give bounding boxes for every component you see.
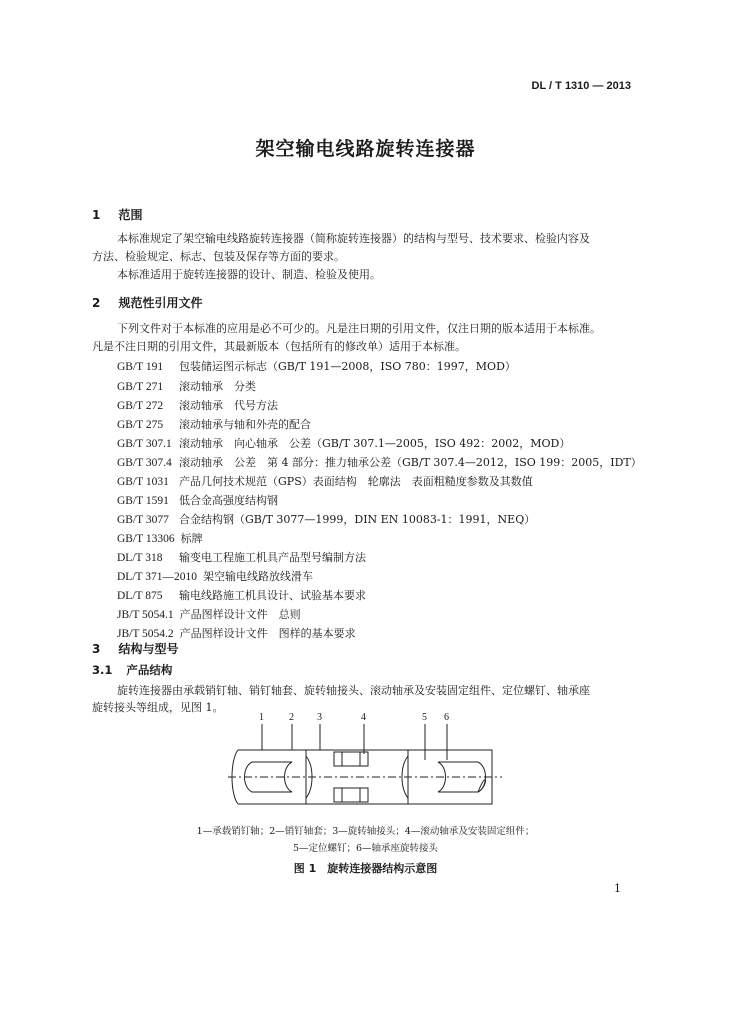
reference-title: 滚动轴承 向心轴承 公差（GB/T 307.1—2005，ISO 492：2002，MOD）	[179, 437, 571, 450]
section-3-para-line1: 旋转连接器由承载销钉轴、销钉轴套、旋转轴接头、滚动轴承及安装固定组件、定位螺钉、轴承座	[117, 684, 590, 697]
reference-item	[117, 473, 533, 489]
callout-4: 4	[361, 712, 366, 723]
reference-title: 低合金高强度结构钢	[179, 494, 278, 507]
reference-item	[117, 568, 313, 584]
reference-code: GB/T 275	[117, 419, 164, 431]
reference-item	[117, 587, 366, 603]
section-2-number: 2	[92, 296, 101, 310]
section-1-para1-line2: 方法、检验规定、标志、包装及保存等方面的要求。	[92, 250, 345, 263]
reference-title: 滚动轴承 代号方法	[179, 399, 278, 412]
reference-title: 产品几何技术规范（GPS）表面结构 轮廓法 表面粗糙度参数及其数值	[179, 475, 533, 488]
callout-6: 6	[444, 712, 449, 723]
section-1-para1-line1: 本标准规定了架空输电线路旋转连接器（简称旋转连接器）的结构与型号、技术要求、检验内容及	[117, 232, 590, 245]
reference-code: GB/T 1591	[117, 495, 169, 507]
reference-title: 输变电工程施工机具产品型号编制方法	[179, 551, 366, 564]
reference-item	[117, 606, 301, 622]
section-3-number: 3	[92, 642, 101, 656]
section-2-intro-line1: 下列文件对于本标准的应用是必不可少的。凡是注日期的引用文件，仅注日期的版本适用于本标准。	[117, 322, 601, 335]
section-1-heading	[92, 206, 143, 223]
section-2-title: 规范性引用文件	[118, 296, 203, 310]
reference-item	[117, 492, 278, 508]
figure-caption-line1: 1—承载销钉轴；2—销钉轴套；3—旋转轴接头；4—滚动轴承及安装固定组件；	[196, 826, 535, 837]
standard-code: DL / T 1310 — 2013	[531, 80, 631, 92]
document-title: 架空输电线路旋转连接器	[255, 138, 476, 160]
rotary-connector-drawing	[222, 712, 512, 820]
reference-title: 合金结构钢（GB/T 3077—1999，DIN EN 10083-1：1991，NEQ）	[179, 513, 536, 526]
reference-item	[117, 549, 366, 565]
reference-title: 标牌	[180, 532, 203, 545]
reference-code: JB/T 5054.1	[117, 609, 174, 621]
reference-code: DL/T 875	[117, 590, 163, 602]
reference-title: 产品图样设计文件 图样的基本要求	[179, 627, 356, 640]
reference-title: 输电线路施工机具设计、试验基本要求	[179, 589, 366, 602]
reference-title: 架空输电线路放线滑车	[202, 570, 313, 583]
callout-3: 3	[317, 712, 322, 723]
section-2-heading	[92, 294, 203, 311]
reference-item	[117, 435, 570, 451]
reference-item	[117, 511, 535, 527]
section-1-para2: 本标准适用于旋转连接器的设计、制造、检验及使用。	[117, 268, 381, 281]
reference-item	[117, 416, 311, 432]
section-2-intro-line2: 凡是不注日期的引用文件，其最新版本（包括所有的修改单）适用于本标准。	[92, 340, 466, 353]
reference-title: 产品图样设计文件 总则	[179, 608, 301, 621]
reference-item	[117, 454, 642, 470]
figure-1-diagram	[222, 712, 512, 824]
reference-code: GB/T 272	[117, 400, 164, 412]
reference-code: GB/T 1031	[117, 476, 169, 488]
section-3-para-line2: 旋转接头等组成，见图 1。	[92, 701, 224, 714]
reference-title: 滚动轴承 分类	[179, 380, 256, 393]
reference-code: GB/T 307.1	[117, 438, 172, 450]
reference-title: 包装储运图示标志（GB/T 191—2008，ISO 780：1997，MOD）	[179, 360, 516, 373]
section-1-title: 范围	[118, 208, 143, 222]
reference-code: GB/T 307.4	[117, 457, 172, 469]
reference-item	[117, 378, 256, 394]
reference-code: GB/T 191	[117, 361, 164, 373]
reference-item	[117, 530, 203, 546]
section-3-1-title: 产品结构	[126, 663, 173, 677]
section-1-number: 1	[92, 208, 101, 222]
reference-title: 滚动轴承与轴和外壳的配合	[179, 418, 311, 431]
section-3-1-number: 3.1	[92, 663, 113, 677]
reference-item	[117, 358, 516, 374]
reference-code: JB/T 5054.2	[117, 628, 174, 640]
figure-title: 图 1 旋转连接器结构示意图	[293, 862, 438, 875]
reference-code: GB/T 3077	[117, 514, 169, 526]
reference-code: DL/T 371—2010	[117, 571, 197, 583]
reference-code: DL/T 318	[117, 552, 163, 564]
section-3-title: 结构与型号	[118, 642, 179, 656]
reference-item	[117, 397, 278, 413]
callout-5: 5	[422, 712, 427, 723]
reference-code: GB/T 13306	[117, 533, 175, 545]
reference-item	[117, 625, 356, 641]
reference-title: 滚动轴承 公差 第 4 部分：推力轴承公差（GB/T 307.4—2012，ISO 199：2005，IDT）	[179, 456, 642, 469]
section-3-heading	[92, 640, 179, 657]
page-number: 1	[614, 882, 621, 895]
callout-1: 1	[259, 712, 264, 723]
figure-caption-line2: 5—定位螺钉；6—轴承座旋转接头	[292, 843, 439, 854]
reference-code: GB/T 271	[117, 381, 164, 393]
callout-2: 2	[289, 712, 294, 723]
section-3-1-heading	[92, 662, 172, 678]
